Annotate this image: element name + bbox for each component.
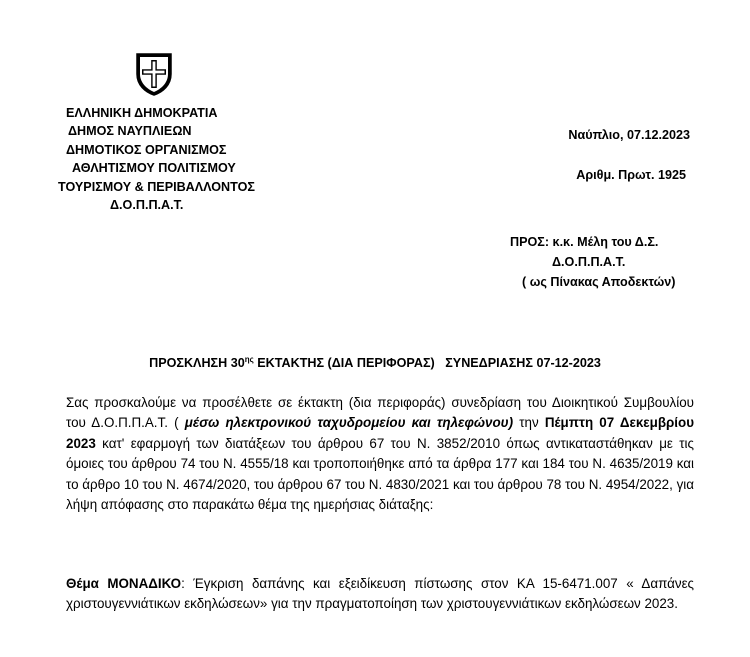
body-text: κατ' εφαρμογή των διατάξεων του άρθρου 67 του Ν. 3852/2010 όπως αντικαταστάθηκαν με τις όμοιες του άρθρου 74 του Ν. 4555/18 και τροποποιήθηκε από τα άρθρα 177 και 184 του Ν. 4635/2019 και το άρθρο 10 του Ν. 4674/2020, του άρθρου 67 του Ν. 4830/2021 και του άρθρου 78 του Ν. 4954/2022, για λήψη απόφασης στο παρακάτω θέμα της ημερήσιας διάταξης: [66, 435, 694, 513]
recipient-block [510, 232, 675, 292]
protocol-number: Αριθμ. Πρωτ. 1925 [576, 168, 686, 182]
subject-paragraph [66, 574, 694, 615]
recipient-line: ( ως Πίνακας Αποδεκτών) [522, 275, 676, 289]
sender-line: ΔΗΜΟΤΙΚΟΣ ΟΡΓΑΝΙΣΜΟΣ [66, 142, 227, 157]
heading-middle: ΕΚΤΑΚΤΗΣ (ΔΙΑ ΠΕΡΙΦΟΡΑΣ) [253, 356, 435, 370]
invitation-paragraph [66, 393, 694, 515]
body-text: την [513, 415, 545, 431]
subject-text: : Έγκριση δαπάνης και εξειδίκευση πίστωσης στον ΚΑ 15-6471.007 « Δαπάνες χριστουγεννιάτικων εκδηλώσεων» για την πραγματοποίηση των χριστουγεννιάτικων εκδηλώσεων 2023. [66, 576, 694, 612]
recipient-line: ΠΡΟΣ: κ.κ. Μέλη του Δ.Σ. [510, 235, 659, 249]
document-date: Ναύπλιο, 07.12.2023 [568, 128, 690, 142]
heading-ordinal-suffix: ης [244, 354, 254, 364]
body-emphasis: μέσω ηλεκτρονικού ταχυδρομείου και τηλεφώνου) [184, 415, 514, 431]
heading-prefix: ΠΡΟΣΚΛΗΣΗ 30 [149, 356, 245, 370]
greek-coat-of-arms-icon [134, 52, 174, 96]
recipient-line: Δ.Ο.Π.Π.Α.Τ. [552, 255, 626, 269]
sender-line: ΔΗΜΟΣ ΝΑΥΠΛΙΕΩΝ [68, 124, 192, 139]
meeting-date: Πέμπτη 07 Δεκεμβρίου 2023 [66, 415, 694, 451]
sender-line: ΤΟΥΡΙΣΜΟΥ & ΠΕΡΙΒΑΛΛΟΝΤΟΣ [58, 179, 255, 194]
document-heading [0, 356, 750, 370]
subject-label: Θέμα ΜΟΝΑΔΙΚΟ [66, 576, 182, 591]
sender-line: Δ.Ο.Π.Π.Α.Τ. [110, 198, 184, 213]
body-text: Σας προσκαλούμε να προσέλθετε σε έκτακτη (δια περιφοράς) συνεδρίαση του Διοικητικού Συμβουλίου του Δ.Ο.Π.Π.Α.Τ. ( [66, 395, 694, 431]
sender-block [58, 104, 318, 214]
sender-line: ΕΛΛΗΝΙΚΗ ΔΗΜΟΚΡΑΤΙΑ [66, 106, 218, 120]
heading-suffix: ΣΥΝΕΔΡΙΑΣΗΣ 07-12-2023 [445, 356, 601, 370]
sender-line: ΑΘΛΗΤΙΣΜΟΥ ΠΟΛΙΤΙΣΜΟΥ [72, 161, 236, 176]
